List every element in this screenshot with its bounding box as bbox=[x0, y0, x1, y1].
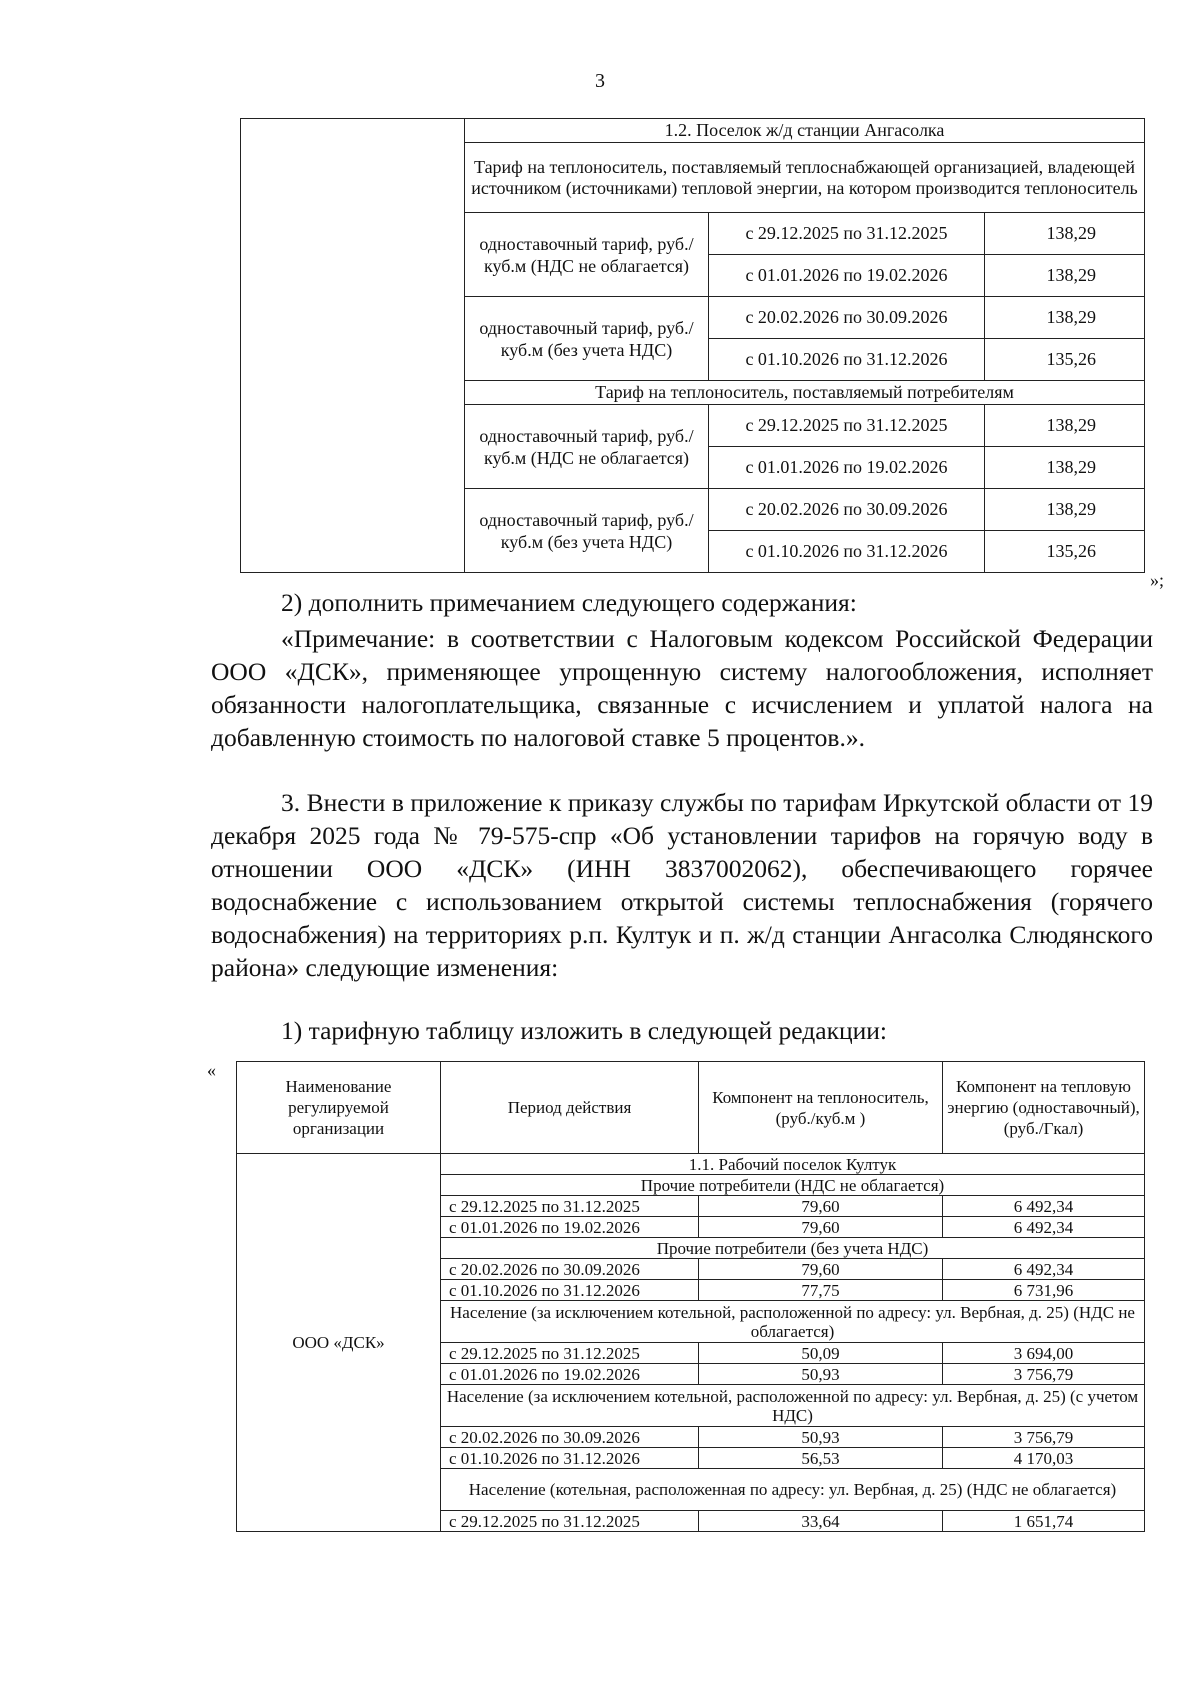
carrier-cell: 79,60 bbox=[699, 1196, 943, 1217]
value-cell: 135,26 bbox=[985, 531, 1145, 573]
page-number: 3 bbox=[595, 70, 605, 92]
period-cell: с 29.12.2025 по 31.12.2025 bbox=[441, 1343, 699, 1364]
tariff-kind: одноставочный тариф, руб./куб.м (без учета НДС) bbox=[465, 297, 709, 381]
energy-cell: 1 651,74 bbox=[943, 1511, 1145, 1532]
block-title: Население (за исключением котельной, расположенной по адресу: ул. Вербная, д. 25) (с учетом НДС) bbox=[441, 1385, 1145, 1427]
header-heat-energy: Компонент на тепловую энергию (одноставочный), (руб./Гкал) bbox=[943, 1062, 1145, 1154]
header-org: Наименование регулируемой организации bbox=[237, 1062, 441, 1154]
period-cell: с 20.02.2026 по 30.09.2026 bbox=[709, 489, 985, 531]
energy-cell: 6 492,34 bbox=[943, 1196, 1145, 1217]
period-cell: с 01.01.2026 по 19.02.2026 bbox=[709, 447, 985, 489]
paragraph-note: «Примечание: в соответствии с Налоговым кодексом Российской Федерации ООО «ДСК», применяющее упрощенную систему налогообложения, исполняет обязанности налогоплательщика, связанные с исчислением и уплатой налога на добавленную стоимость по налоговой ставке 5 процентов.». bbox=[211, 624, 1153, 752]
header-heat-carrier: Компонент на теплоноситель, (руб./куб.м ) bbox=[699, 1062, 943, 1154]
energy-cell: 4 170,03 bbox=[943, 1448, 1145, 1469]
carrier-cell: 77,75 bbox=[699, 1280, 943, 1301]
energy-cell: 6 492,34 bbox=[943, 1217, 1145, 1238]
carrier-cell: 50,09 bbox=[699, 1343, 943, 1364]
period-cell: с 01.10.2026 по 31.12.2026 bbox=[441, 1280, 699, 1301]
lower-section-title: 1.1. Рабочий поселок Култук bbox=[441, 1154, 1145, 1175]
upper-section-title: 1.2. Поселок ж/д станции Ангасолка bbox=[465, 119, 1145, 143]
value-cell: 138,29 bbox=[985, 297, 1145, 339]
carrier-cell: 50,93 bbox=[699, 1364, 943, 1385]
paragraph-table-intro: 1) тарифную таблицу изложить в следующей редакции: bbox=[281, 1016, 887, 1045]
period-cell: с 01.01.2026 по 19.02.2026 bbox=[709, 255, 985, 297]
upper-table-blank-cell bbox=[241, 119, 465, 573]
energy-cell: 3 756,79 bbox=[943, 1364, 1145, 1385]
block-title: Прочие потребители (НДС не облагается) bbox=[441, 1175, 1145, 1196]
carrier-cell: 33,64 bbox=[699, 1511, 943, 1532]
energy-cell: 6 492,34 bbox=[943, 1259, 1145, 1280]
upper-tariff-table bbox=[240, 118, 1145, 573]
period-cell: с 29.12.2025 по 31.12.2025 bbox=[441, 1196, 699, 1217]
tariff-kind: одноставочный тариф, руб./куб.м (НДС не облагается) bbox=[465, 405, 709, 489]
period-cell: с 01.10.2026 по 31.12.2026 bbox=[441, 1448, 699, 1469]
period-cell: с 29.12.2025 по 31.12.2025 bbox=[709, 213, 985, 255]
value-cell: 138,29 bbox=[985, 213, 1145, 255]
value-cell: 138,29 bbox=[985, 447, 1145, 489]
value-cell: 138,29 bbox=[985, 255, 1145, 297]
org-name-cell: ООО «ДСК» bbox=[237, 1154, 441, 1532]
period-cell: с 29.12.2025 по 31.12.2025 bbox=[709, 405, 985, 447]
carrier-cell: 50,93 bbox=[699, 1427, 943, 1448]
paragraph-add-note: 2) дополнить примечанием следующего содержания: bbox=[281, 588, 857, 617]
block-title: Население (за исключением котельной, расположенной по адресу: ул. Вербная, д. 25) (НДС не облагается) bbox=[441, 1301, 1145, 1343]
tariff-kind: одноставочный тариф, руб./куб.м (НДС не облагается) bbox=[465, 213, 709, 297]
block-title: Прочие потребители (без учета НДС) bbox=[441, 1238, 1145, 1259]
opening-quote: « bbox=[207, 1060, 216, 1080]
period-cell: с 20.02.2026 по 30.09.2026 bbox=[441, 1427, 699, 1448]
upper-block1-header: Тариф на теплоноситель, поставляемый теплоснабжающей организацией, владеющей источником (источниками) тепловой энергии, на котором производится теплоноситель bbox=[465, 143, 1145, 213]
tariff-kind: одноставочный тариф, руб./куб.м (без учета НДС) bbox=[465, 489, 709, 573]
paragraph-amendment: 3. Внести в приложение к приказу службы по тарифам Иркутской области от 19 декабря 2025 года № 79-575-спр «Об установлении тарифов на горячую воду в отношении ООО «ДСК» (ИНН 3837002062), обеспечивающего горячее водоснабжение с использованием открытой системы теплоснабжения (горячего водоснабжения) на территориях р.п. Култук и п. ж/д станции Ангасолка Слюдянского района» следующие изменения: bbox=[211, 788, 1153, 982]
energy-cell: 3 694,00 bbox=[943, 1343, 1145, 1364]
value-cell: 138,29 bbox=[985, 405, 1145, 447]
period-cell: с 01.01.2026 по 19.02.2026 bbox=[441, 1364, 699, 1385]
energy-cell: 6 731,96 bbox=[943, 1280, 1145, 1301]
carrier-cell: 79,60 bbox=[699, 1217, 943, 1238]
block-title: Население (котельная, расположенная по адресу: ул. Вербная, д. 25) (НДС не облагается) bbox=[441, 1469, 1145, 1511]
carrier-cell: 79,60 bbox=[699, 1259, 943, 1280]
energy-cell: 3 756,79 bbox=[943, 1427, 1145, 1448]
period-cell: с 01.01.2026 по 19.02.2026 bbox=[441, 1217, 699, 1238]
upper-block2-header: Тариф на теплоноситель, поставляемый потребителям bbox=[465, 381, 1145, 405]
lower-tariff-table bbox=[236, 1061, 1145, 1532]
closing-quote: »; bbox=[1150, 570, 1165, 590]
carrier-cell: 56,53 bbox=[699, 1448, 943, 1469]
header-period: Период действия bbox=[441, 1062, 699, 1154]
period-cell: с 01.10.2026 по 31.12.2026 bbox=[709, 531, 985, 573]
value-cell: 138,29 bbox=[985, 489, 1145, 531]
period-cell: с 01.10.2026 по 31.12.2026 bbox=[709, 339, 985, 381]
period-cell: с 20.02.2026 по 30.09.2026 bbox=[441, 1259, 699, 1280]
period-cell: с 29.12.2025 по 31.12.2025 bbox=[441, 1511, 699, 1532]
value-cell: 135,26 bbox=[985, 339, 1145, 381]
period-cell: с 20.02.2026 по 30.09.2026 bbox=[709, 297, 985, 339]
